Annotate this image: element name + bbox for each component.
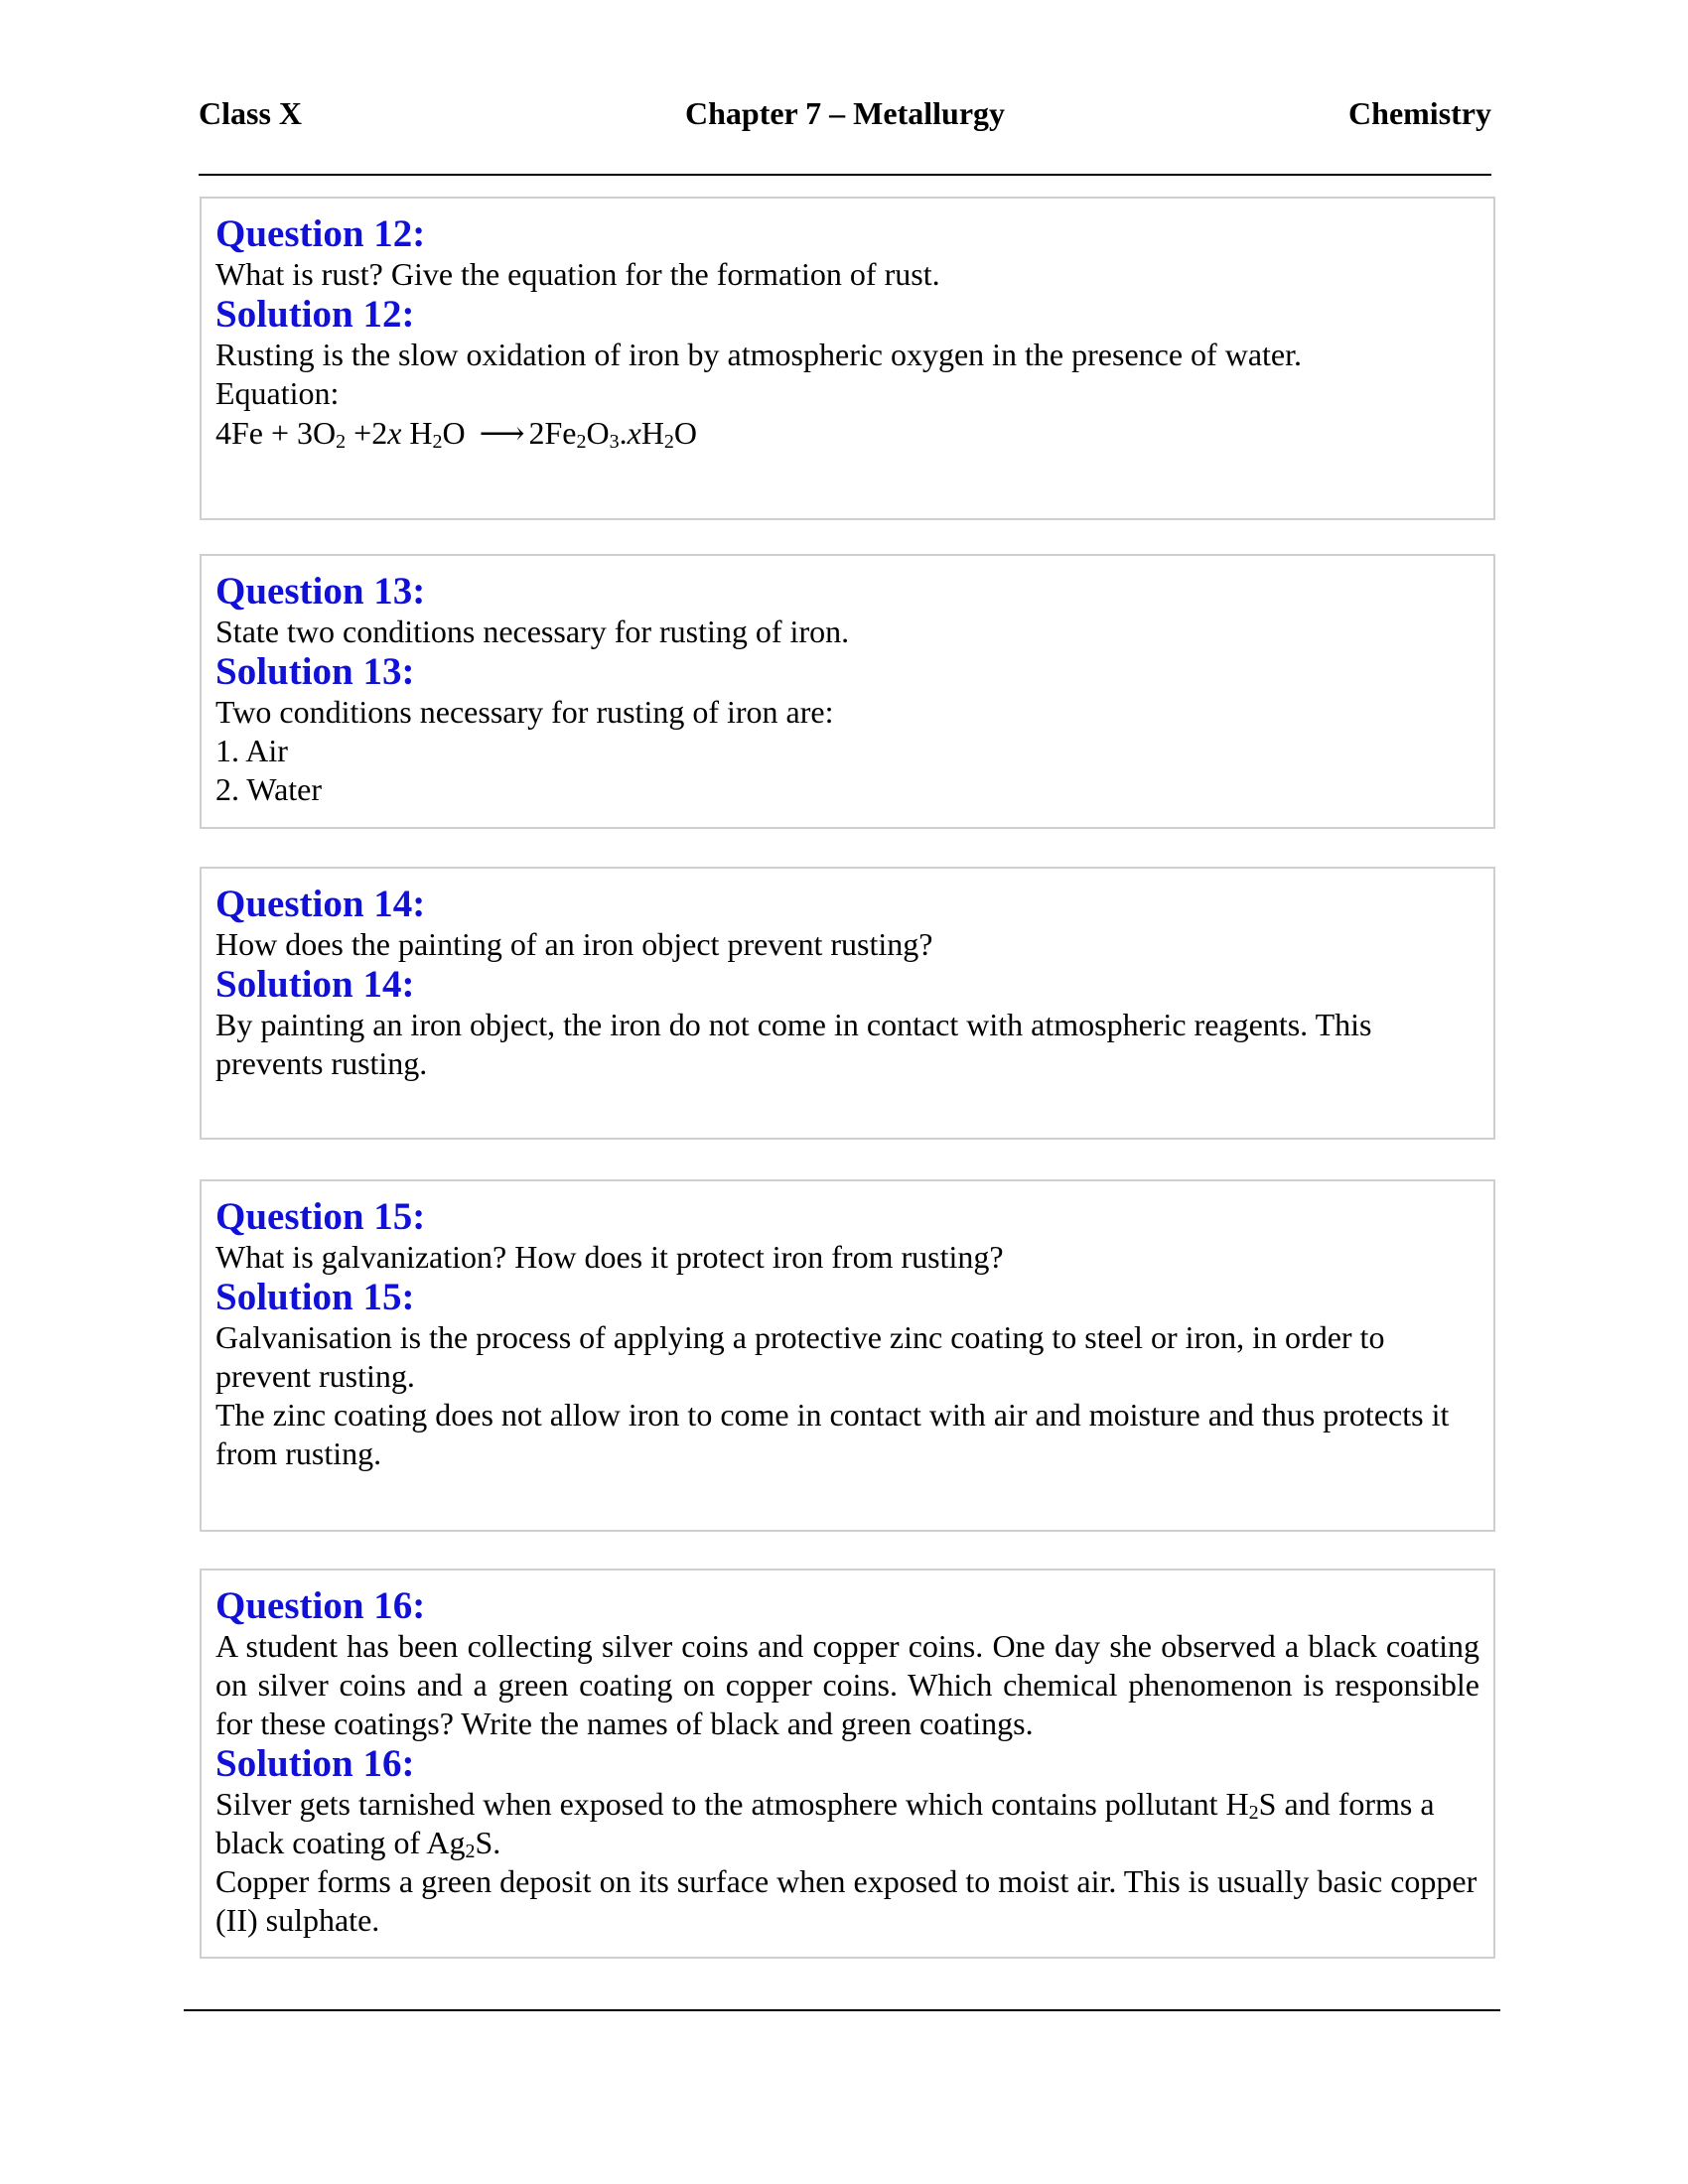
solution-text: By painting an iron object, the iron do not come in contact with atmospheric reagents. This prevents rusting. — [215, 1007, 1372, 1081]
footer-divider — [184, 2009, 1500, 2011]
solution-text: The zinc coating does not allow iron to come in contact with air and moisture and thus protects it from rusting. — [215, 1397, 1450, 1471]
chapter-title: Chapter 7 – Metallurgy — [684, 95, 1006, 131]
solution-text: Rusting is the slow oxidation of iron by atmospheric oxygen in the presence of water. — [215, 337, 1302, 372]
solution-text: Galvanisation is the process of applying a protective zinc coating to steel or iron, in order to prevent rusting. — [215, 1319, 1385, 1394]
question-title: Question 16: — [215, 1584, 426, 1627]
list-item: 1. Air — [215, 733, 288, 768]
question-title: Question 12: — [215, 212, 426, 255]
reaction-arrow: ⟶ — [479, 415, 523, 451]
page-header — [199, 95, 1491, 145]
question-text: A student has been collecting silver coins and copper coins. One day she observed a black coating on silver coins and a green coating on copper coins. Which chemical phenomenon is responsible for these coatings? Write the names of black and green coatings. — [215, 1628, 1479, 1741]
solution-title: Solution 14: — [215, 963, 415, 1006]
question-text: State two conditions necessary for rusting of iron. — [215, 614, 850, 649]
question-card-15 — [200, 1179, 1495, 1532]
question-text: What is galvanization? How does it protect iron from rusting? — [215, 1239, 1004, 1275]
class-label: Class X — [199, 95, 303, 131]
solution-text: Copper forms a green deposit on its surface when exposed to moist air. This is usually basic copper (II) sulphate. — [215, 1863, 1477, 1938]
question-card-14 — [200, 867, 1495, 1140]
solution-text: Two conditions necessary for rusting of iron are: — [215, 694, 834, 730]
solution-title: Solution 16: — [215, 1742, 415, 1785]
question-text: What is rust? Give the equation for the formation of rust. — [215, 256, 940, 292]
solution-text: Silver gets tarnished when exposed to the atmosphere which contains pollutant $H_2S$ and forms a black coating of $Ag_2S$. — [215, 1786, 1435, 1862]
solution-title: Solution 15: — [215, 1276, 415, 1318]
question-card-16 — [200, 1569, 1495, 1959]
question-card-13 — [200, 554, 1495, 829]
solution-title: Solution 12: — [215, 293, 415, 336]
question-text: How does the painting of an iron object prevent rusting? — [215, 926, 933, 962]
question-title: Question 13: — [215, 570, 426, 613]
list-item: 2. Water — [215, 771, 323, 807]
question-title: Question 14: — [215, 883, 426, 925]
solution-title: Solution 13: — [215, 650, 415, 693]
question-title: Question 15: — [215, 1195, 426, 1238]
subject-label: Chemistry — [1348, 95, 1491, 131]
header-divider — [199, 174, 1491, 176]
question-card-12 — [200, 197, 1495, 520]
rust-equation: $4Fe + 3O_2 +2x$ $H_2O$ ⟶ $2Fe_2O_3.xH_2O$ — [215, 415, 698, 453]
equation-label: Equation: — [215, 375, 340, 411]
